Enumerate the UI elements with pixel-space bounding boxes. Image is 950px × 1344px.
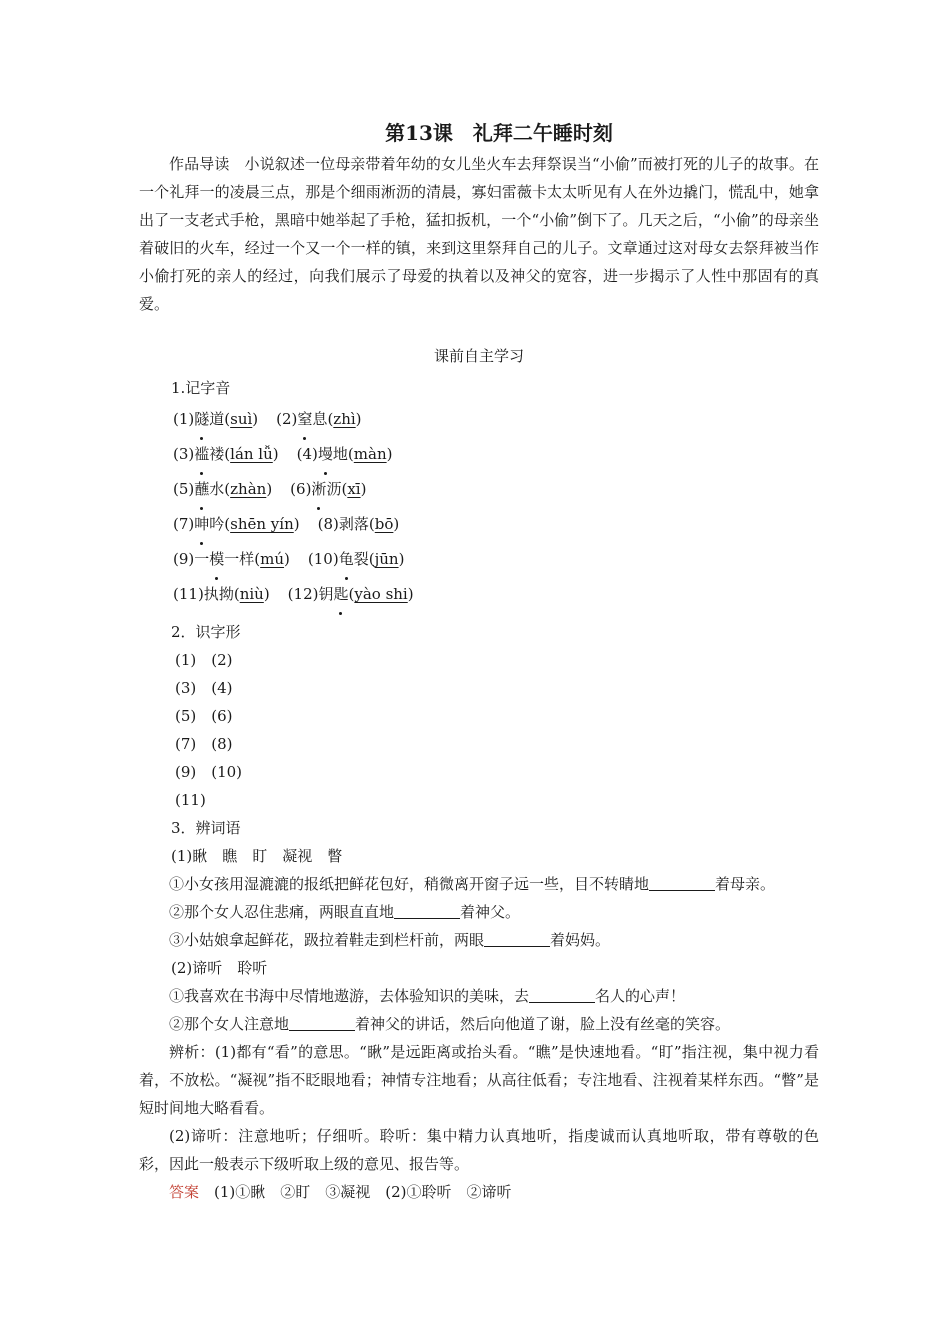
pronunciation-item: (9)一模一样(mú) (173, 542, 290, 577)
item-number: (5) (173, 480, 195, 498)
item-number: (6) (290, 480, 312, 498)
dotted-character: 蘸 (194, 472, 209, 507)
word-part: 剥 (338, 515, 354, 533)
answer-blank[interactable] (484, 930, 550, 947)
pinyin: jūn (374, 550, 399, 568)
pinyin: zhàn (230, 480, 267, 498)
word-part: 一 (194, 550, 210, 568)
dotted-character: 淅 (311, 472, 326, 507)
item-number: (8) (317, 515, 339, 533)
pronunciation-item: (1)隧道(suì) (173, 402, 258, 437)
answer-blank[interactable] (289, 1014, 355, 1031)
glyph-row: (1) (2) (175, 651, 233, 669)
q1-heading: 1.记字音 (171, 379, 231, 397)
q2-heading: 2．识字形 (171, 623, 241, 641)
word-part: 道 (209, 410, 225, 428)
pronunciation-item: (5)蘸水(zhàn) (173, 472, 272, 507)
answer-text: (1)①瞅 ②盯 ③凝视 (2)①聆听 ②谛听 (214, 1183, 512, 1201)
lesson-title: 第13课 礼拜二午睡时刻 (385, 121, 613, 145)
pronunciation-item: (12)钥匙(yào shi) (288, 577, 414, 612)
glyph-row: (9) (10) (175, 763, 243, 781)
item-number: (11) (173, 585, 204, 603)
answer-blank[interactable] (394, 902, 460, 919)
dotted-character: 呻 (194, 507, 209, 542)
pronunciation-item: (6)淅沥(xī) (290, 472, 366, 507)
answer-label: 答案 (169, 1183, 200, 1201)
word-part: 拗 (218, 585, 234, 603)
q3-sentence-2: ②那个女人忍住悲痛，两眼直直地 着神父。 (169, 903, 521, 921)
dotted-character: 龟 (339, 542, 354, 577)
answer-blank[interactable] (529, 986, 595, 1003)
word-part: 钥 (318, 585, 334, 603)
dotted-character: 窒 (297, 402, 312, 437)
dotted-character: 墁 (318, 437, 333, 472)
pinyin: bō (374, 515, 394, 533)
q3-group1: (1)瞅 瞧 盯 凝视 瞥 (171, 847, 343, 865)
q3-sentence-4: ①我喜欢在书海中尽情地遨游，去体验知识的美味，去 名人的心声！ (169, 987, 686, 1005)
item-number: (12) (287, 585, 319, 603)
item-number: (2) (276, 410, 298, 428)
q3-heading: 3．辨词语 (171, 819, 241, 837)
pronunciation-item: (3)褴褛(lán lǚ) (173, 437, 279, 472)
pronunciation-item: (10)龟裂(jūn) (308, 542, 405, 577)
pronunciation-row (139, 437, 819, 472)
glyph-row: (7) (8) (175, 735, 233, 753)
word-part: 落 (353, 515, 369, 533)
item-number: (4) (296, 445, 318, 463)
answer-line (139, 1178, 819, 1206)
q3-sentence-5: ②那个女人注意地 着神父的讲话，然后向他道了谢，脸上没有丝毫的笑容。 (169, 1015, 731, 1033)
dotted-character: 匙 (333, 577, 348, 612)
document-page (139, 118, 819, 1206)
dotted-character: 模 (209, 542, 224, 577)
dotted-character: 隧 (194, 402, 209, 437)
word-part: 褛 (209, 445, 225, 463)
intro-text: 小说叙述一位母亲带着年幼的女儿坐火车去拜祭误当“小偷”而被打死的儿子的故事。在一个礼拜一的凌晨三点，那是个细雨淅沥的清晨，寡妇雷薇卡太太听见有人在外边撬门，慌乱中，她拿出了一支老式手枪，黑暗中她举起了手枪，猛扣扳机，一个“小偷”倒下了。几天之后，“小偷”的母亲坐着破旧的火车，经过一个又一个一样的镇，来到这里祭拜自己的儿子。文章通过这对母女去祭拜被当作小偷打死的亲人的经过，向我们展示了母爱的执着以及神父的宽容，进一步揭示了人性中那固有的真爱。 (139, 155, 819, 313)
pinyin: xī (347, 480, 361, 498)
item-number: (1) (173, 410, 195, 428)
pinyin: mú (260, 550, 285, 568)
glyph-row: (3) (4) (175, 679, 233, 697)
word-part: 执 (203, 585, 219, 603)
q2-glyph-list (139, 646, 819, 814)
pronunciation-item: (8)剥落(bō) (317, 515, 400, 533)
glyph-row: (11) (175, 791, 206, 809)
item-number: (9) (173, 550, 195, 568)
word-part: 沥 (326, 480, 342, 498)
item-number: (10) (307, 550, 339, 568)
dotted-character: 褴 (194, 437, 209, 472)
analysis-2: (2)谛听：注意地听；仔细听。聆听：集中精力认真地听，指虔诚而认真地听取，带有尊敬的色彩，因此一般表示下级听取上级的意见、报告等。 (139, 1127, 819, 1173)
word-part: 一样 (224, 550, 255, 568)
pronunciation-row (139, 542, 819, 577)
pinyin: yào shi (354, 585, 408, 603)
pronunciation-row (139, 507, 819, 542)
word-part: 裂 (353, 550, 369, 568)
pinyin: lán lǚ (230, 445, 273, 463)
pinyin: shēn yín (230, 515, 294, 533)
pinyin: zhì (333, 410, 356, 428)
word-part: 吟 (209, 515, 225, 533)
word-part: 水 (209, 480, 225, 498)
q3-sentence-3: ③小姑娘拿起鲜花，趿拉着鞋走到栏杆前，两眼 着妈妈。 (169, 931, 611, 949)
glyph-row: (5) (6) (175, 707, 233, 725)
q3-sentence-1: ①小女孩用湿漉漉的报纸把鲜花包好，稍微离开窗子远一些，目不转睛地 着母亲。 (169, 875, 776, 893)
pronunciation-item: (4)墁地(màn) (297, 437, 393, 472)
pinyin: niù (239, 585, 264, 603)
pronunciation-row (139, 472, 819, 507)
intro-label: 作品导读 (169, 155, 230, 173)
q1-pronunciation-list (139, 402, 819, 612)
item-number: (3) (173, 445, 195, 463)
section-heading: 课前自主学习 (433, 347, 524, 365)
analysis-1: 辨析：(1)都有“看”的意思。“瞅”是远距离或抬头看。“瞧”是快速地看。“盯”指注视，集中视力看着，不放松。“凝视”指不眨眼地看；神情专注地看；从高往低看；专注地看、注视着某样东西。“瞥”是短时间地大略看看。 (139, 1043, 819, 1117)
q3-group2: (2)谛听 聆听 (171, 959, 268, 977)
pronunciation-item: (2)窒息(zhì) (276, 402, 361, 437)
pronunciation-row (139, 577, 819, 612)
pronunciation-item: (11)执拗(niù) (173, 585, 270, 603)
pronunciation-row (139, 402, 819, 437)
pronunciation-item: (7)呻吟(shēn yín) (173, 507, 300, 542)
word-part: 息 (312, 410, 328, 428)
pinyin: màn (353, 445, 387, 463)
pinyin: suì (230, 410, 253, 428)
intro-paragraph (139, 150, 819, 318)
answer-blank[interactable] (649, 874, 715, 891)
word-part: 地 (332, 445, 348, 463)
item-number: (7) (173, 515, 195, 533)
